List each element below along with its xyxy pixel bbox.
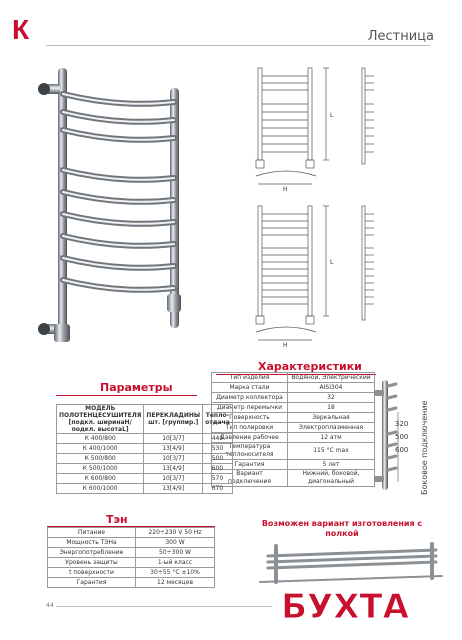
table-row: Гарантия 5 лет xyxy=(212,460,375,470)
drawing-height-label: L xyxy=(330,259,334,266)
table-row: t поверхности 30÷55 °С ±10% xyxy=(48,568,215,578)
table-row: Диаметр перемычки 18 xyxy=(212,403,375,413)
header-rule xyxy=(46,45,430,46)
dimension-500: 500 xyxy=(395,433,409,441)
characteristics-title: Характеристики xyxy=(258,360,362,373)
drawing-width-label: H xyxy=(283,342,288,349)
table-row: Вариант подключения Нижний, боковой, диагональный xyxy=(212,470,375,487)
table-row: К 400/1000 13[4/9] 530 xyxy=(57,444,233,454)
table-row: К 400/800 10[3/7] 440 xyxy=(57,434,233,444)
heater-table xyxy=(47,527,215,588)
parameters-table xyxy=(56,404,233,494)
table-row: Уровень защиты 1-ый класс xyxy=(48,558,215,568)
dimension-320: 320 xyxy=(395,420,409,428)
table-row: Температура теплоносителя 115 °С max xyxy=(212,443,375,460)
table-row: Тип полировки Электроплазменная xyxy=(212,423,375,433)
column-header-bars: ПЕРЕКЛАДИНЫ шт. [группир.] xyxy=(144,405,203,434)
shelf-variant-title: Возможен вариант изготовления с полкой xyxy=(261,519,423,538)
technical-drawing-800 xyxy=(246,62,396,192)
table-row: Энергопотребление 50÷300 W xyxy=(48,548,215,558)
table-row: Диаметр коллектора 32 xyxy=(212,393,375,403)
table-row: К 500/800 10[3/7] 500 xyxy=(57,454,233,464)
characteristics-table xyxy=(211,372,375,487)
parameters-rule xyxy=(56,395,197,396)
table-row: Тип изделия Водяной, Электрический xyxy=(212,373,375,383)
footer-rule xyxy=(56,606,272,607)
dimension-600: 600 xyxy=(395,446,409,454)
table-row: Поверхность Зеркальная xyxy=(212,413,375,423)
table-row: Питание 220÷230 V 50 Hz xyxy=(48,528,215,538)
buhta-logo xyxy=(241,582,449,626)
technical-drawing-1000 xyxy=(246,200,396,350)
drawing-height-label: L xyxy=(330,112,334,119)
towel-rail-photo xyxy=(30,62,230,362)
heater-title: Тэн xyxy=(106,513,128,526)
table-row: К 600/1000 13[4/9] 670 xyxy=(57,484,233,494)
table-row: К 600/800 10[3/7] 570 xyxy=(57,474,233,484)
column-header-heat: Тепло-отдача xyxy=(203,405,233,434)
table-row: Марка стали AISI304 xyxy=(212,383,375,393)
drawing-width-label: H xyxy=(283,186,288,192)
table-header-row xyxy=(57,405,233,434)
table-row: К 500/1000 13[4/9] 600 xyxy=(57,464,233,474)
table-row: Давление рабочее 12 атм xyxy=(212,433,375,443)
table-row: Гарантия 12 месяцев xyxy=(48,578,215,588)
side-connection-dimensions xyxy=(395,418,408,457)
page-number: 44 xyxy=(46,602,54,609)
parameters-title: Параметры xyxy=(100,381,173,394)
section-letter: К xyxy=(12,14,30,45)
series-title: Лестница xyxy=(367,29,434,44)
table-row: Мощность ТЭНа 300 W xyxy=(48,538,215,548)
column-header-model: МОДЕЛЬ ПОЛОТЕНЦЕСУШИТЕЛЯ [подкл. ширинаН/ подкл. высотаL] xyxy=(57,405,144,434)
logo-text: БУХТА xyxy=(281,587,409,626)
side-connection-label: Боковое подключение xyxy=(420,400,429,495)
